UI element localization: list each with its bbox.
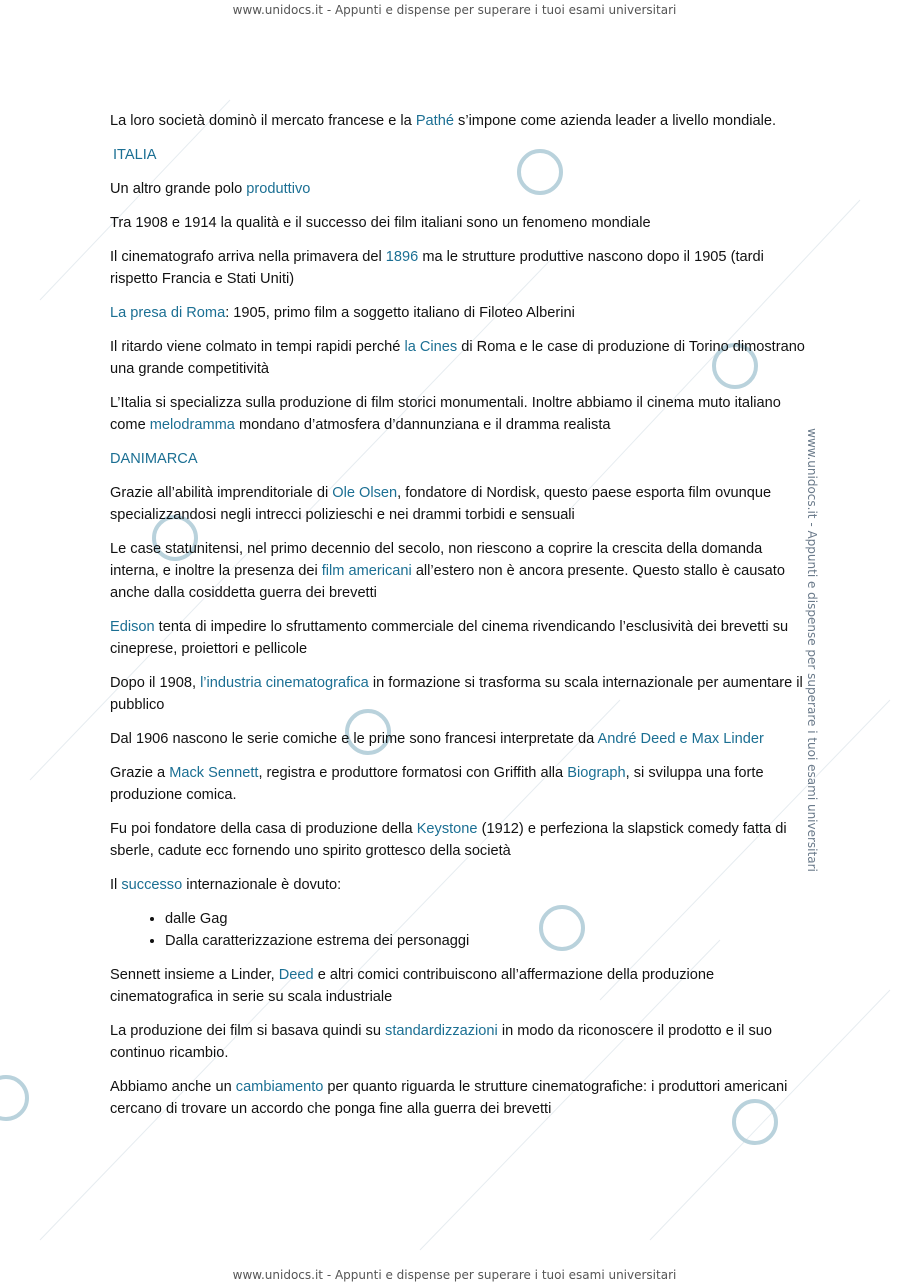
bullet-list xyxy=(110,908,810,952)
link-standardizzazioni[interactable]: standardizzazioni xyxy=(385,1023,498,1039)
link-biograph[interactable]: Biograph xyxy=(567,765,626,781)
paragraph: Dal 1906 nascono le serie comiche e le prime sono francesi interpretate da André Deed e Max Linder xyxy=(110,731,764,747)
paragraph: Un altro grande polo produttivo xyxy=(110,181,311,197)
paragraph: Edison tenta di impedire lo sfruttamento commerciale del cinema rivendicando l’esclusività dei brevetti su cineprese, proiettori e pellicole xyxy=(110,619,789,657)
watermark-header: www.unidocs.it - Appunti e dispense per superare i tuoi esami universitari xyxy=(232,3,677,17)
watermark-footer: www.unidocs.it - Appunti e dispense per superare i tuoi esami universitari xyxy=(232,1268,677,1282)
link-1896[interactable]: 1896 xyxy=(385,249,419,265)
link-andre-deed-max-linder[interactable]: André Deed e Max Linder xyxy=(597,731,764,747)
link-melodramma[interactable]: melodramma xyxy=(149,417,235,433)
link-edison[interactable]: Edison xyxy=(110,619,155,635)
paragraph: La presa di Roma: 1905, primo film a soggetto italiano di Filoteo Alberini xyxy=(110,305,575,321)
link-pathe[interactable]: Pathé xyxy=(415,113,454,129)
paragraph: Tra 1908 e 1914 la qualità e il successo dei film italiani sono un fenomeno mondiale xyxy=(110,215,651,231)
paragraph: Grazie a Mack Sennett, registra e produttore formatosi con Griffith alla Biograph, si sviluppa una forte produzione comica. xyxy=(110,765,764,803)
paragraph: Dopo il 1908, l’industria cinematografica in formazione si trasforma su scala internazionale per aumentare il pubblico xyxy=(110,675,803,713)
link-ole-olsen[interactable]: Ole Olsen xyxy=(332,485,398,501)
list-item: • dalle Gag xyxy=(165,908,810,930)
paragraph: La produzione dei film si basava quindi su standardizzazioni in modo da riconoscere il prodotto e il suo continuo ricambio. xyxy=(110,1023,772,1061)
section-heading-italia xyxy=(110,144,810,166)
section-heading-danimarca xyxy=(110,448,810,470)
document-body xyxy=(110,110,810,1132)
paragraph: La loro società dominò il mercato francese e la Pathé s’impone come azienda leader a livello mondiale. xyxy=(110,113,777,129)
link-cambiamento[interactable]: cambiamento xyxy=(235,1079,324,1095)
paragraph: Grazie all’abilità imprenditoriale di Ole Olsen, fondatore di Nordisk, questo paese esporta film ovunque specializzandosi negli intrecci polizieschi e nei drammi torbidi e sensuali xyxy=(110,485,772,523)
list-item: • Dalla caratterizzazione estrema dei personaggi xyxy=(165,930,810,952)
heading-italia[interactable]: ITALIA xyxy=(113,147,157,163)
link-produttivo[interactable]: produttivo xyxy=(246,181,311,197)
link-mack-sennett[interactable]: Mack Sennett xyxy=(169,765,259,781)
paragraph: Le case statunitensi, nel primo decennio del secolo, non riescono a coprire la crescita della domanda interna, e inoltre la presenza dei film americani all’estero non è ancora presente. Questo stallo è causato anche dalla cosiddetta guerra dei brevetti xyxy=(110,541,785,601)
paragraph: Il cinematografo arriva nella primavera del 1896 ma le strutture produttive nascono dopo il 1905 (tardi rispetto Francia e Stati Uniti) xyxy=(110,249,764,287)
link-film-americani[interactable]: film americani xyxy=(321,563,412,579)
paragraph: Sennett insieme a Linder, Deed e altri comici contribuiscono all’affermazione della produzione cinematografica in serie su scala industriale xyxy=(110,967,715,1005)
paragraph: Il successo internazionale è dovuto: xyxy=(110,877,342,893)
link-successo[interactable]: successo xyxy=(121,877,183,893)
link-la-presa-di-roma[interactable]: La presa di Roma xyxy=(110,305,226,321)
paragraph: L’Italia si specializza sulla produzione di film storici monumentali. Inoltre abbiamo il cinema muto italiano come melodramma mondano d’atmosfera d’dannunziana e il dramma realista xyxy=(110,395,781,433)
paragraph: Abbiamo anche un cambiamento per quanto riguarda le strutture cinematografiche: i produttori americani cercano di trovare un accordo che ponga fine alla guerra dei brevetti xyxy=(110,1079,788,1117)
paragraph: Il ritardo viene colmato in tempi rapidi perché la Cines di Roma e le case di produzione di Torino dimostrano una grande competitività xyxy=(110,339,805,377)
link-keystone[interactable]: Keystone xyxy=(416,821,478,837)
watermark-side-right: www.unidocs.it - Appunti e dispense per superare i tuoi esami universitari xyxy=(804,428,819,872)
link-la-cines[interactable]: la Cines xyxy=(404,339,458,355)
link-industria-cinematografica[interactable]: l’industria cinematografica xyxy=(200,675,369,691)
paragraph: Fu poi fondatore della casa di produzione della Keystone (1912) e perfeziona la slapstick comedy fatta di sberle, cadute ecc fornendo uno spirito grottesco della società xyxy=(110,821,787,859)
link-deed[interactable]: Deed xyxy=(278,967,314,983)
heading-danimarca[interactable]: DANIMARCA xyxy=(110,451,198,467)
